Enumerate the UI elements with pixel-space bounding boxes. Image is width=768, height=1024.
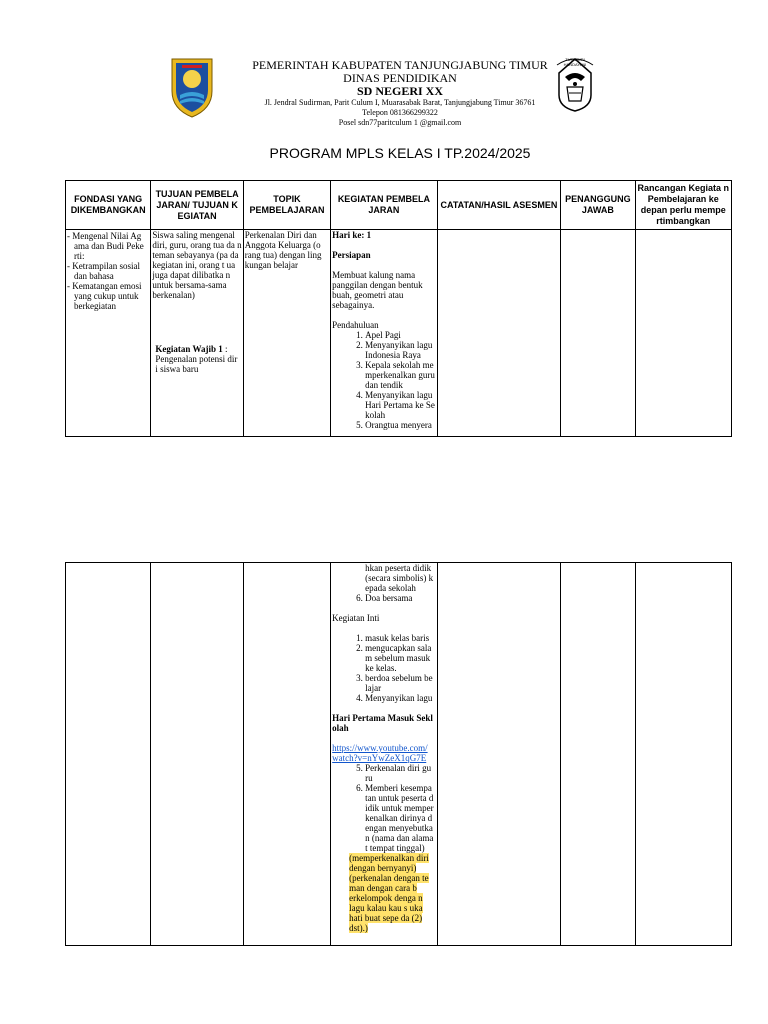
mpls-table-page-1 (65, 180, 732, 437)
cell-kegiatan (331, 230, 437, 437)
list-item: 1. masuk kelas baris (365, 633, 435, 643)
list-item: 5. Perkenalan diri gu ru (365, 763, 435, 783)
highlight-note-2: (perkenalan dengan te man dengan cara b erkelompok denga n lagu kalau kau s uka hati buat sepe da (2) dst).) (349, 873, 429, 933)
cell-rancangan-cont (635, 563, 731, 946)
song-title: Hari Pertama Masuk Sekl olah (332, 713, 433, 733)
youtube-link[interactable]: https://www.youtube.com/ watch?v=nYwZeX1qG7E (332, 743, 428, 763)
perkenalan-list (332, 763, 435, 853)
fondasi-item: - Ketrampilan sosial dan bahasa (67, 261, 140, 281)
hari-ke: Hari ke: 1 (332, 230, 372, 240)
cell-rancangan (635, 230, 731, 437)
list-item: 6. Doa bersama (365, 593, 435, 603)
pendahuluan-list (332, 330, 435, 430)
cell-fondasi (66, 230, 151, 437)
school-phone: Telepon 081366299322 (362, 108, 438, 117)
persiapan-heading: Persiapan (332, 250, 371, 260)
list-item: 6. Memberi kesempa tan untuk peserta d idik untuk memper kenalkan dirinya d engan menyebutka n (nama dan alama t tempat tinggal) (365, 783, 435, 853)
header-topik: TOPIK PEMBELAJARAN (243, 181, 330, 230)
list-item: 3. Kepala sekolah me mperkenalkan guru dan tendik (365, 360, 435, 390)
header-tujuan: TUJUAN PEMBELA JARAN/ TUJUAN K EGIATAN (151, 181, 243, 230)
fondasi-item: - Mengenal Nilai Ag ama dan Budi Peke rti: (67, 231, 144, 261)
school-address: Jl. Jendral Sudirman, Parit Culum I, Muarasabak Barat, Tanjungjabung Timur 36761 (264, 98, 536, 107)
list-item: 2. Menyanyikan lagu Indonesia Raya (365, 340, 435, 360)
highlight-note-1: (memperkenalkan diri dengan bernyanyi) (349, 853, 429, 873)
pendahuluan-list-cont (332, 593, 435, 603)
tut-wuri-handayani-text: TUT WURI HANDAYANI (563, 57, 587, 67)
header-catatan: CATATAN/HASIL ASESMEN (437, 181, 561, 230)
cell-tujuan-cont (151, 563, 243, 946)
kegiatan-wajib-colon: : (222, 344, 228, 354)
cell-topik (243, 230, 330, 437)
school-email: Posel sdn77paritculum 1 @gmail.com (338, 118, 462, 127)
header-rancangan: Rancangan Kegiata n Pembelajaran ke depan perlu mempe rtimbangkan (635, 181, 731, 230)
fondasi-item: - Kematangan emosi yang cukup untuk berkegiatan (67, 281, 142, 311)
cell-kegiatan-cont (331, 563, 437, 946)
department-name: DINAS PENDIDIKAN (343, 71, 457, 85)
cell-catatan (437, 230, 561, 437)
mpls-table-page-2 (65, 562, 732, 946)
list-item: 3. berdoa sebelum be lajar (365, 673, 435, 693)
tujuan-text: Siswa saling mengenal diri, guru, orang tua da n teman sebayanya (pa da kegiatan ini, orang t ua juga dapat dilibatka n untuk bersama-sama berkenalan) (152, 230, 242, 300)
pendahuluan-heading: Pendahuluan (332, 320, 379, 330)
header-kegiatan: KEGIATAN PEMBELA JARAN (331, 181, 437, 230)
document-title: PROGRAM MPLS KELAS I TP.2024/2025 (269, 145, 531, 161)
header-penanggung-jawab: PENANGGUNG JAWAB (561, 181, 635, 230)
kegiatan-wajib-label: Kegiatan Wajib 1 (155, 344, 223, 354)
list-item: 4. Menyanyikan lagu Hari Pertama ke Se kolah (365, 390, 435, 420)
school-name: SD NEGERI XX (356, 84, 443, 98)
topik-text: Perkenalan Diri dan Anggota Keluarga (o rang tua) dengan ling kungan belajar (244, 230, 322, 270)
cell-catatan-cont (437, 563, 561, 946)
kegiatan-wajib-text: Pengenalan potensi dir i siswa baru (155, 354, 238, 374)
continued-text: hkan peserta didik (secara simbolis) k epada sekolah (365, 563, 434, 593)
kegiatan-inti-heading: Kegiatan Inti (332, 613, 380, 623)
list-item: 2. mengucapkan sala m sebelum masuk ke kelas. (365, 643, 435, 673)
list-item: 1. Apel Pagi (365, 330, 435, 340)
header-fondasi: FONDASI YANG DIKEMBANGKAN (66, 181, 151, 230)
government-name: PEMERINTAH KABUPATEN TANJUNGJABUNG TIMUR (252, 58, 548, 72)
cell-penanggung-jawab (561, 230, 635, 437)
cell-topik-cont (243, 563, 330, 946)
list-item: 5. Orangtua menyera (365, 420, 435, 430)
list-item: 4. Menyanyikan lagu (365, 693, 435, 703)
cell-penanggung-jawab-cont (561, 563, 635, 946)
cell-tujuan (151, 230, 243, 437)
persiapan-text: Membuat kalung nama panggilan dengan bentuk buah, geometri atau sebagainya. (332, 270, 423, 310)
cell-fondasi-cont (66, 563, 151, 946)
kegiatan-inti-list (332, 633, 435, 703)
